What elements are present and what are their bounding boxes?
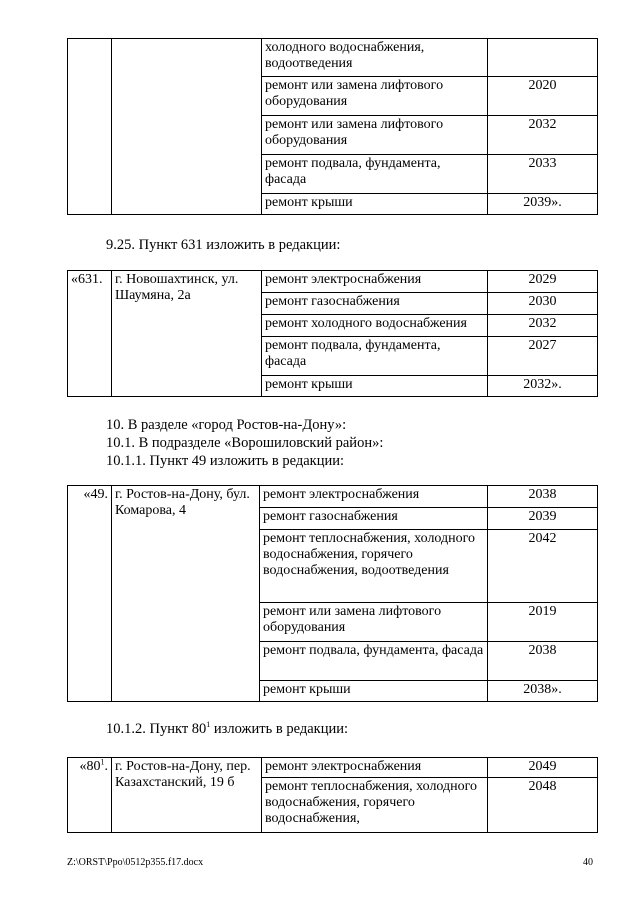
year-cell	[488, 39, 598, 77]
item-631-table	[67, 270, 597, 397]
instruction-paragraph	[106, 720, 348, 738]
work-cell: ремонт электроснабжения	[262, 271, 488, 293]
year-cell: 2042	[488, 530, 598, 603]
year-cell: 2049	[488, 758, 598, 778]
work-cell: ремонт газоснабжения	[260, 508, 488, 530]
year-cell: 2038	[488, 642, 598, 681]
item-80-1-table	[67, 757, 597, 833]
number-cell: «631.	[68, 271, 112, 397]
num-suffix: .	[104, 759, 108, 774]
superscript: 1	[100, 757, 105, 767]
work-cell: ремонт газоснабжения	[262, 293, 488, 315]
work-cell: ремонт крыши	[262, 376, 488, 397]
item-49-table	[67, 485, 597, 702]
number-cell	[68, 758, 112, 833]
year-cell: 2032	[488, 315, 598, 337]
instruction-paragraph: 9.25. Пункт 631 изложить в редакции:	[106, 237, 341, 253]
year-cell: 2029	[488, 271, 598, 293]
year-cell: 2038».	[488, 681, 598, 702]
table-row	[68, 486, 598, 508]
address-cell: г. Новошахтинск, ул. Шаумяна, 2а	[112, 271, 262, 397]
year-cell: 2019	[488, 603, 598, 642]
work-cell: холодного водоснабжения, водоотведения	[262, 39, 488, 77]
address-cell	[112, 39, 262, 215]
table-row	[68, 39, 598, 77]
work-cell: ремонт теплоснабжения, холодного водоснабжения, горячего водоснабжения, водоотведения	[260, 530, 488, 603]
works-table	[67, 757, 598, 833]
number-cell: «49.	[68, 486, 112, 702]
year-cell: 2039».	[488, 194, 598, 215]
work-cell: ремонт или замена лифтового оборудования	[260, 603, 488, 642]
footer-file-path: Z:\ORST\Ppo\0512p355.f17.docx	[67, 857, 204, 868]
works-table	[67, 270, 598, 397]
work-cell: ремонт холодного водоснабжения	[262, 315, 488, 337]
work-cell: ремонт крыши	[260, 681, 488, 702]
year-cell: 2027	[488, 337, 598, 376]
table-continuation	[67, 38, 597, 215]
num-prefix: «80	[79, 759, 101, 774]
table-row	[68, 758, 598, 778]
table-row	[68, 271, 598, 293]
address-cell: г. Ростов-на-Дону, пер. Казахстанский, 19 б	[112, 758, 262, 833]
address-cell: г. Ростов-на-Дону, бул. Комарова, 4	[112, 486, 260, 702]
subsection-heading: 10.1. В подразделе «Ворошиловский район»:	[106, 435, 384, 451]
superscript: 1	[206, 720, 211, 730]
para-suffix: изложить в редакции:	[210, 721, 349, 737]
year-cell: 2020	[488, 77, 598, 116]
work-cell: ремонт или замена лифтового оборудования	[262, 77, 488, 116]
year-cell: 2030	[488, 293, 598, 315]
year-cell: 2032».	[488, 376, 598, 397]
year-cell: 2039	[488, 508, 598, 530]
year-cell: 2048	[488, 778, 598, 833]
works-table	[67, 38, 598, 215]
year-cell: 2033	[488, 155, 598, 194]
instruction-paragraph: 10.1.1. Пункт 49 изложить в редакции:	[106, 453, 345, 469]
works-table	[67, 485, 598, 702]
page-number: 40	[583, 857, 593, 868]
work-cell: ремонт электроснабжения	[260, 486, 488, 508]
section-heading: 10. В разделе «город Ростов-на-Дону»:	[106, 417, 347, 433]
work-cell: ремонт теплоснабжения, холодного водоснабжения, горячего водоснабжения,	[262, 778, 488, 833]
work-cell: ремонт крыши	[262, 194, 488, 215]
work-cell: ремонт подвала, фундамента, фасада	[262, 155, 488, 194]
work-cell: ремонт подвала, фундамента, фасада	[262, 337, 488, 376]
year-cell: 2038	[488, 486, 598, 508]
work-cell: ремонт подвала, фундамента, фасада	[260, 642, 488, 681]
number-cell	[68, 39, 112, 215]
year-cell: 2032	[488, 116, 598, 155]
para-prefix: 10.1.2. Пункт 80	[106, 721, 207, 737]
work-cell: ремонт электроснабжения	[262, 758, 488, 778]
work-cell: ремонт или замена лифтового оборудования	[262, 116, 488, 155]
